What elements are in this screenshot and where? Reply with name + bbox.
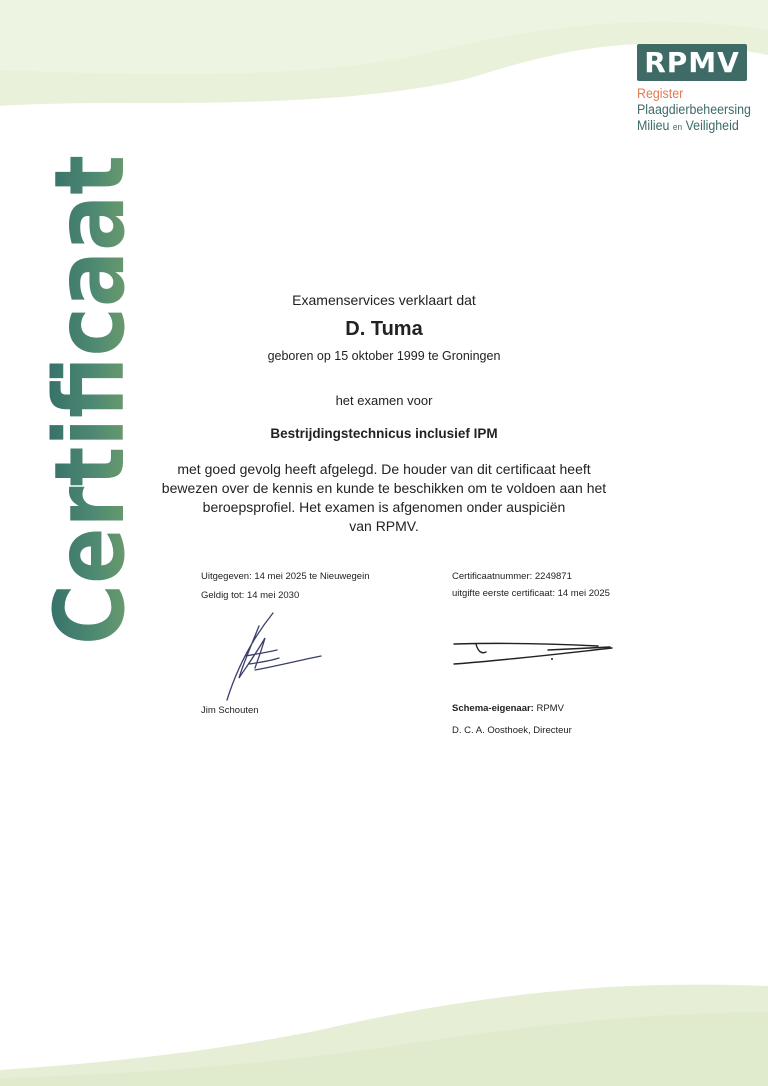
exam-for-label: het examen voor bbox=[335, 393, 433, 408]
issued-info: Uitgegeven: 14 mei 2025 te Nieuwegein bbox=[201, 571, 370, 582]
rpmv-logo bbox=[637, 44, 749, 135]
signature-jim-schouten bbox=[215, 608, 330, 703]
certificate-number: Certificaatnummer: 2249871 bbox=[452, 571, 572, 582]
exam-name: Bestrijdingstechnicus inclusief IPM bbox=[270, 426, 498, 441]
signature-oosthoek bbox=[448, 632, 618, 672]
logo-line-register: Register bbox=[637, 86, 684, 101]
right-signatory-name: D. C. A. Oosthoek, Directeur bbox=[452, 725, 572, 736]
logo-word-veiligheid: Veiligheid bbox=[685, 118, 739, 133]
body-line: met goed gevolg heeft afgelegd. De houder van dit certificaat heeft bbox=[177, 461, 591, 477]
birth-info: geboren op 15 oktober 1999 te Groningen bbox=[267, 349, 501, 363]
first-issue-info: uitgifte eerste certificaat: 14 mei 2025 bbox=[452, 588, 610, 599]
schema-owner bbox=[452, 703, 564, 714]
logo-word-milieu: Milieu bbox=[637, 118, 670, 133]
body-line: van RPMV. bbox=[349, 518, 419, 534]
schema-owner-value: RPMV bbox=[533, 703, 564, 714]
logo-line-milieu-veiligheid bbox=[637, 118, 740, 135]
logo-word-en: en bbox=[672, 122, 683, 132]
schema-owner-label: Schema-eigenaar: bbox=[452, 703, 534, 714]
declaration-intro: Examenservices verklaart dat bbox=[292, 292, 476, 308]
logo-line-plaagdierbeheersing: Plaagdierbeheersing bbox=[637, 102, 751, 117]
logo-acronym: RPMV bbox=[644, 46, 740, 79]
holder-name: D. Tuma bbox=[345, 318, 423, 340]
declaration-body bbox=[0, 460, 768, 536]
rpmv-logo-mark bbox=[637, 44, 747, 81]
body-line: beroepsprofiel. Het examen is afgenomen onder auspiciën bbox=[202, 499, 566, 515]
left-signatory-name: Jim Schouten bbox=[201, 705, 259, 716]
body-line: bewezen over de kennis en kunde te beschikken om te voldoen aan het bbox=[161, 480, 607, 496]
valid-until-info: Geldig tot: 14 mei 2030 bbox=[201, 590, 300, 601]
side-title-text: Certificaat bbox=[34, 79, 146, 645]
